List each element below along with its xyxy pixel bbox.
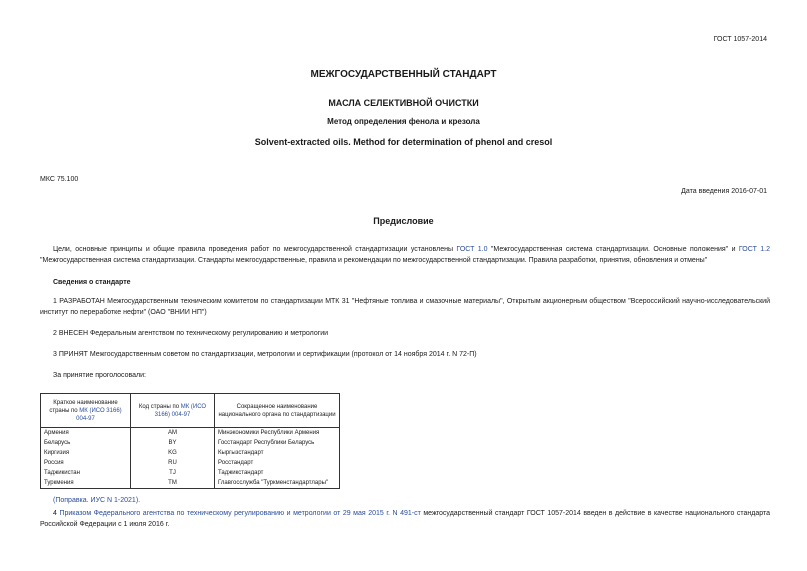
- body-cell: Таджикстандарт: [215, 468, 340, 478]
- body-cell: Кыргызстандарт: [215, 448, 340, 458]
- gost-1-0-link[interactable]: ГОСТ 1.0: [456, 246, 488, 253]
- item-developed: 1 РАЗРАБОТАН Межгосударственным техническим комитетом по стандартизации МТК 31 "Нефтяные топлива и смазочные материалы", Открытым акционерным обществом "Всероссийский научно-исследовательский институт по переработке нефти" (ОАО "ВНИИ НП"): [40, 298, 770, 316]
- header-text: Краткое наименование страны по: [49, 399, 118, 414]
- intro-text-part: "Межгосударственная система стандартизации. Основные положения" и: [487, 246, 739, 253]
- item-text: межгосударственный стандарт ГОСТ 1057-2014 введен в действие в качестве национального стандарта Российской Федерации с 1 июля 2016 г.: [40, 510, 770, 528]
- intro-text-part: "Межгосударственная система стандартизации. Стандарты межгосударственные, правила и рекомендации по межгосударственной стандартизации. Правила разработки, принятия, обновления и отмены": [40, 256, 708, 264]
- preface-heading: Предисловие: [373, 216, 434, 226]
- standard-title-en: Solvent-extracted oils. Method for determination of phenol and cresol: [254, 137, 553, 147]
- body-cell: Росстандарт: [215, 458, 340, 468]
- intro-text-part: Цели, основные принципы и общие правила проведения работ по межгосударственной стандартизации установлены: [53, 246, 457, 253]
- table-row: [41, 428, 340, 439]
- item-number: 4: [53, 510, 60, 517]
- country-cell: Армения: [41, 428, 131, 439]
- country-cell: Таджикистан: [41, 468, 131, 478]
- body-cell: Главгосслужба "Туркменстандартлары": [215, 478, 340, 489]
- voted-for-label: За принятие проголосовали:: [53, 372, 146, 379]
- country-cell: Россия: [41, 458, 131, 468]
- correction-link[interactable]: (Поправка. ИУС N 1-2021).: [53, 497, 141, 504]
- table-row: [41, 448, 340, 458]
- body-cell: Минэкономики Республики Армения: [215, 428, 340, 439]
- intro-date: Дата введения 2016-07-01: [681, 188, 767, 195]
- interstate-standard-heading: МЕЖГОСУДАРСТВЕННЫЙ СТАНДАРТ: [310, 69, 497, 80]
- table-header-row: [41, 394, 340, 428]
- code-cell: TM: [131, 478, 215, 489]
- item-enacted: [40, 509, 770, 530]
- code-cell: TJ: [131, 468, 215, 478]
- item-adopted: 3 ПРИНЯТ Межгосударственным советом по стандартизации, метрологии и сертификации (протокол от 14 ноября 2014 г. N 72-П): [53, 351, 477, 358]
- code-cell: BY: [131, 438, 215, 448]
- method-title-ru: Метод определения фенола и крезола: [327, 117, 480, 126]
- code-cell: AM: [131, 428, 215, 439]
- column-header-country: [41, 394, 131, 428]
- preface-intro-paragraph: [40, 245, 770, 266]
- document-code: ГОСТ 1057-2014: [713, 36, 767, 43]
- table-row: [41, 478, 340, 489]
- table-row: [41, 438, 340, 448]
- column-header-code: [131, 394, 215, 428]
- code-cell: KG: [131, 448, 215, 458]
- table-row: [41, 468, 340, 478]
- standard-info-heading: Сведения о стандарте: [53, 279, 131, 286]
- standard-title-ru: МАСЛА СЕЛЕКТИВНОЙ ОЧИСТКИ: [328, 98, 479, 108]
- table-row: [41, 458, 340, 468]
- item-submitted: 2 ВНЕСЕН Федеральным агентством по техническому регулированию и метрологии: [53, 330, 329, 337]
- mks-code: МКС 75.100: [40, 176, 79, 183]
- header-text: Код страны по: [138, 403, 181, 410]
- mk-iso-3166-link[interactable]: МК (ИСО 3166) 004-97: [154, 403, 207, 418]
- mk-iso-3166-link[interactable]: МК (ИСО 3166) 004-97: [76, 407, 122, 422]
- voting-states-table: [40, 393, 340, 489]
- column-header-body: Сокращенное наименование национального органа по стандартизации: [215, 394, 340, 428]
- country-cell: Беларусь: [41, 438, 131, 448]
- body-cell: Госстандарт Республики Беларусь: [215, 438, 340, 448]
- rosstandart-order-link[interactable]: Приказом Федерального агентства по техническому регулированию и метрологии от 29 мая 2015 г. N 491-ст: [59, 510, 421, 517]
- gost-1-2-link[interactable]: ГОСТ 1.2: [738, 246, 770, 253]
- code-cell: RU: [131, 458, 215, 468]
- country-cell: Туркмения: [41, 478, 131, 489]
- country-cell: Киргизия: [41, 448, 131, 458]
